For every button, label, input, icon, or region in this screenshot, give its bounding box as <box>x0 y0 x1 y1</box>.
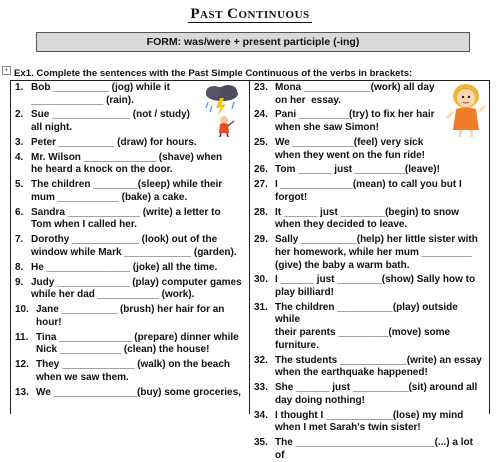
item-number: 4. <box>15 151 24 163</box>
item-number: 10. <box>15 304 29 316</box>
item-number: 8. <box>15 261 24 273</box>
page-title: Past Continuous <box>190 6 310 22</box>
exercise-item <box>250 206 489 232</box>
item-sentence: We ___________(feel) very sick when they went on the fun ride! <box>275 136 425 161</box>
item-sentence: Mr. Wilson _____________ (shave) when he heard a knock on the door. <box>31 151 223 176</box>
exercise-instruction: Ex1. Complete the sentences with the Past Simple Continuous of the verbs in brackets: <box>14 68 413 79</box>
item-sentence: Tina _____________ (prepare) dinner while Nick ___________ (clean) the house! <box>36 331 239 356</box>
item-sentence: I _____________(mean) to call you but I forgot! <box>275 179 462 203</box>
exercise-item <box>11 261 249 275</box>
exercise-item <box>250 301 489 352</box>
item-sentence: Bob __________ (jog) while it _____________ (rain). <box>31 82 170 106</box>
move-handle-icon[interactable]: + <box>2 66 11 75</box>
exercise-item <box>11 151 249 177</box>
item-number: 32. <box>254 354 268 366</box>
item-sentence: She ______ just __________(sit) around all day doing nothing! <box>275 382 478 406</box>
item-sentence: The students ____________(write) an essay when the earthquake happened! <box>275 354 482 379</box>
item-number: 11. <box>15 331 29 343</box>
item-sentence: I thought I ____________(lose) my mind when I met Sarah's twin sister! <box>275 409 464 434</box>
item-sentence: Sally __________(help) her little sister with her homework, while her mum _________ (give) the baby a warm bath. <box>275 234 478 271</box>
item-number: 1. <box>15 82 24 93</box>
item-number: 12. <box>15 359 29 371</box>
item-number: 3. <box>15 136 24 148</box>
item-number: 28. <box>254 206 268 218</box>
exercise-item <box>250 136 489 162</box>
form-box: FORM: was/were + present participle (-ing) <box>36 32 470 52</box>
item-number: 6. <box>15 206 24 218</box>
item-sentence: Judy _____________ (play) computer games while her dad ___________ (work). <box>31 276 242 301</box>
item-sentence: Pani _________(try) to fix her hair when she saw Simon! <box>275 109 435 134</box>
item-sentence: Sue ______________ (not / study) all night. <box>31 109 190 134</box>
item-sentence: Dorothy ____________ (look) out of the window while Mark ____________ (garden). <box>31 234 237 258</box>
exercise-item <box>250 273 489 299</box>
item-sentence: They _____________ (walk) on the beach when we saw them. <box>36 359 230 383</box>
item-number: 7. <box>15 234 24 246</box>
item-sentence: Jane __________ (brush) her hair for an hour! <box>36 304 228 328</box>
item-number: 35. <box>254 437 268 448</box>
exercise-item <box>11 276 249 302</box>
item-number: 31. <box>254 301 268 313</box>
rain-cloud-picture <box>200 84 244 138</box>
item-number: 23. <box>254 82 268 93</box>
item-number: 25. <box>254 136 268 148</box>
item-number: 5. <box>15 179 24 191</box>
item-number: 26. <box>254 164 268 176</box>
item-sentence: We _______________(buy) some groceries, <box>36 386 241 398</box>
exercise-item <box>250 381 489 407</box>
item-number: 13. <box>15 386 29 398</box>
exercise-item <box>11 386 249 400</box>
item-number: 29. <box>254 234 268 246</box>
item-sentence: Mona ____________(work) all day on her essay. <box>275 82 435 106</box>
item-number: 27. <box>254 179 268 191</box>
item-number: 30. <box>254 274 268 286</box>
exercise-item <box>11 206 249 232</box>
item-sentence: The children __________(play) outside while their parents _________(move) some furniture. <box>275 301 458 351</box>
item-sentence: Tom ______ just _________(leave)! <box>275 164 440 176</box>
item-number: 2. <box>15 109 24 121</box>
item-sentence: Peter __________ (draw) for hours. <box>31 136 197 148</box>
item-sentence: I ______ just ________(show) Sally how to play billiard! <box>275 274 476 298</box>
exercise-item <box>11 358 249 384</box>
item-sentence: The _________________________(...) a lot of <box>275 437 476 461</box>
exercise-item <box>250 163 489 177</box>
item-number: 24. <box>254 109 268 121</box>
exercise-item <box>250 233 489 272</box>
exercise-item <box>11 178 249 204</box>
item-sentence: The children ________(sleep) while their mum ___________ (bake) a cake. <box>31 179 223 203</box>
exercise-item <box>11 331 249 357</box>
exercise-item <box>11 233 249 259</box>
exercise-item <box>250 409 489 435</box>
item-sentence: It ______ just ________(begin) to snow when they decided to leave. <box>275 206 459 231</box>
item-sentence: Sandra _____________ (write) a letter to Tom when I called her. <box>31 206 221 231</box>
exercise-item <box>250 436 489 462</box>
exercise-item <box>250 178 489 204</box>
girl-picture <box>444 82 488 138</box>
item-sentence: He _______________ (joke) all the time. <box>31 261 218 273</box>
item-number: 33. <box>254 382 268 394</box>
item-number: 9. <box>15 276 24 288</box>
exercise-item <box>11 136 249 150</box>
exercise-item <box>11 303 249 329</box>
exercise-item <box>250 354 489 380</box>
item-number: 34. <box>254 409 268 421</box>
